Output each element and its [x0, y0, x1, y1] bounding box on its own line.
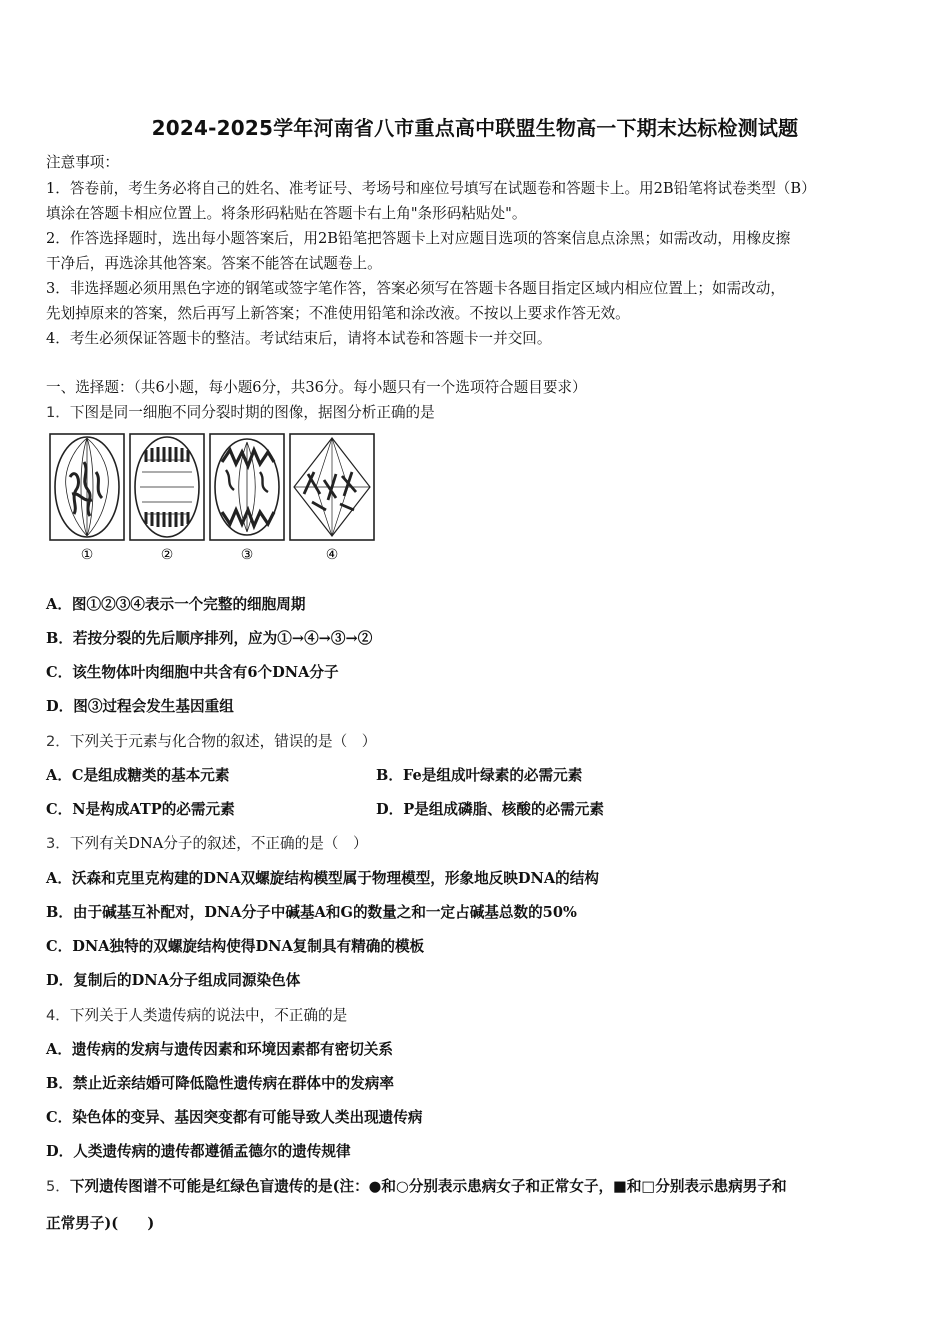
option-b: B．禁止近亲结婚可降低隐性遗传病在群体中的发病率 [46, 1075, 394, 1092]
option-d: D．人类遗传病的遗传都遵循孟德尔的遗传规律 [46, 1143, 351, 1160]
notice-line: 先划掉原来的答案，然后再写上新答案；不准使用铅笔和涂改液。不按以上要求作答无效。 [46, 305, 630, 322]
question-5-stem-continued: 正常男子)( ) [46, 1215, 155, 1232]
question-1-stem [46, 401, 435, 422]
figure-label-3: ③ [240, 547, 254, 563]
question-text: 下列关于元素与化合物的叙述，错误的是（ ） [69, 733, 377, 750]
figure-label-4: ④ [325, 547, 339, 563]
question-number: 5． [46, 1178, 70, 1195]
option-b: B．Fe是组成叶绿素的必需元素 [376, 767, 583, 784]
figure-label-1: ① [80, 547, 94, 563]
question-number: 3． [46, 835, 70, 852]
option-d: D．图③过程会发生基因重组 [46, 698, 234, 715]
section-heading: 一、选择题：（共6小题，每小题6分，共36分。每小题只有一个选项符合题目要求） [46, 379, 587, 396]
notice-line: 干净后，再选涂其他答案。答案不能答在试题卷上。 [46, 255, 382, 272]
option-a: A．图①②③④表示一个完整的细胞周期 [46, 596, 306, 613]
notice-line: 3．非选择题必须用黑色字迹的钢笔或签字笔作答，答案必须写在答题卡各题目指定区域内相应位置上；如需改动， [46, 280, 785, 297]
question-text: 下列关于人类遗传病的说法中，不正确的是 [69, 1007, 348, 1024]
question-text: 下列遗传图谱不可能是红绿色盲遗传的是(注：●和○分别表示患病女子和正常女子，■和□分别表示患病男子和 [69, 1178, 787, 1195]
notice-line: 2．作答选择题时，选出每小题答案后，用2B铅笔把答题卡上对应题目选项的答案信息点涂黑；如需改动，用橡皮擦 [46, 230, 791, 247]
option-d: D．复制后的DNA分子组成同源染色体 [46, 972, 301, 989]
question-number: 2． [46, 733, 70, 750]
question-number: 1． [46, 404, 70, 421]
option-d: D．P是组成磷脂、核酸的必需元素 [376, 801, 604, 818]
option-a: A．遗传病的发病与遗传因素和环境因素都有密切关系 [46, 1041, 393, 1058]
option-c: C．该生物体叶肉细胞中共含有6个DNA分子 [46, 664, 339, 681]
question-number: 4． [46, 1007, 70, 1024]
page-title: 2024-2025学年河南省八市重点高中联盟生物高一下期末达标检测试题 [151, 116, 799, 140]
cell-division-figure [46, 432, 376, 567]
notice-line: 4．考生必须保证答题卡的整洁。考试结束后，请将本试卷和答题卡一并交回。 [46, 330, 552, 347]
question-5-stem [46, 1175, 787, 1196]
notice-line: 1．答卷前，考生务必将自己的姓名、准考证号、考场号和座位号填写在试题卷和答题卡上。用2B铅笔将试卷类型（B） [46, 180, 816, 197]
notice-heading: 注意事项： [46, 154, 119, 171]
notice-line: 填涂在答题卡相应位置上。将条形码粘贴在答题卡右上角"条形码粘贴处"。 [46, 205, 527, 222]
option-c: C．DNA独特的双螺旋结构使得DNA复制具有精确的模板 [46, 938, 425, 955]
option-b: B．由于碱基互补配对，DNA分子中碱基A和G的数量之和一定占碱基总数的50% [46, 904, 577, 921]
question-4-stem [46, 1004, 347, 1025]
question-2-stem [46, 730, 376, 751]
option-b: B．若按分裂的先后顺序排列，应为①→④→③→② [46, 630, 373, 647]
option-a: A．沃森和克里克构建的DNA双螺旋结构模型属于物理模型，形象地反映DNA的结构 [46, 870, 599, 887]
option-c: C．染色体的变异、基因突变都有可能导致人类出现遗传病 [46, 1109, 423, 1126]
question-3-stem [46, 832, 368, 853]
question-text: 下列有关DNA分子的叙述，不正确的是（ ） [69, 835, 368, 852]
option-a: A．C是组成糖类的基本元素 [46, 767, 230, 784]
figure-label-2: ② [160, 547, 174, 563]
option-c: C．N是构成ATP的必需元素 [46, 801, 235, 818]
question-text: 下图是同一细胞不同分裂时期的图像，据图分析正确的是 [69, 404, 435, 421]
